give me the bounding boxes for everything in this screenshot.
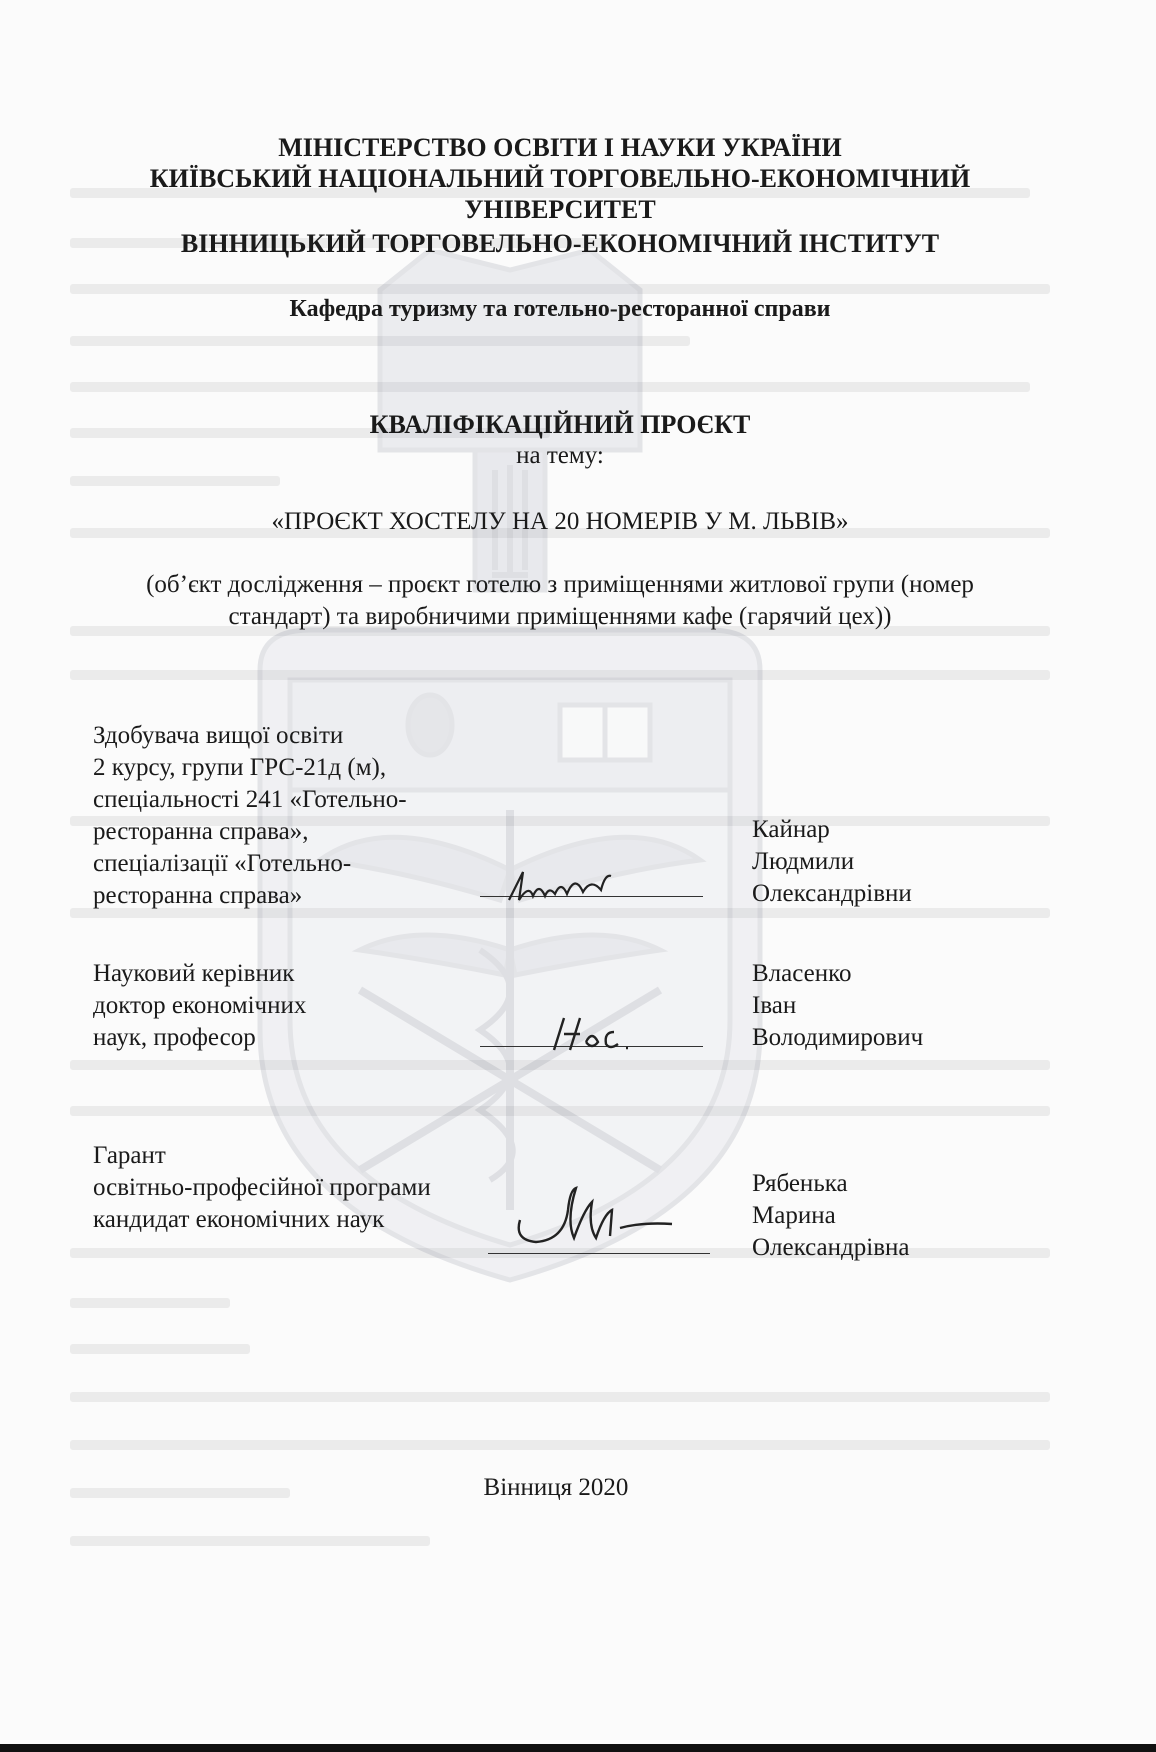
supervisor-role-line: Науковий керівник: [93, 960, 295, 987]
guarantor-name: [752, 1168, 909, 1264]
student-role: [93, 720, 407, 912]
scan-bottom-edge: [0, 1744, 1156, 1752]
bleed-through-line: [70, 1344, 250, 1354]
student-role-line: спеціальності 241 «Готельно-: [93, 786, 407, 813]
guarantor-signature-line: [488, 1253, 710, 1254]
guarantor-role-line: кандидат економічних наук: [93, 1206, 385, 1233]
department-name: Кафедра туризму та готельно-ресторанної справи: [289, 296, 831, 322]
university-title-cont: УНІВЕРСИТЕТ: [464, 195, 656, 224]
bleed-through-line: [70, 1298, 230, 1308]
supervisor-name: [752, 958, 923, 1054]
student-name-line: Людмили: [752, 848, 855, 875]
ministry-title: МІНІСТЕРСТВО ОСВІТИ І НАУКИ УКРАЇНИ: [278, 133, 842, 162]
bleed-through-line: [70, 1440, 1050, 1450]
guarantor-signature: [512, 1180, 682, 1252]
guarantor-name-line: Олександрівна: [752, 1234, 910, 1261]
supervisor-name-line: Іван: [752, 992, 797, 1019]
guarantor-name-line: Рябенька: [752, 1170, 848, 1197]
student-role-line: ресторанна справа»,: [93, 818, 309, 845]
research-object-line-2: стандарт) та виробничими приміщеннями кафе (гарячий цех)): [228, 603, 892, 630]
topic-label: на тему:: [516, 442, 604, 469]
city-year: Вінниця 2020: [483, 1474, 629, 1501]
supervisor-role-line: наук, професор: [93, 1024, 256, 1051]
student-role-line: ресторанна справа»: [93, 882, 303, 909]
research-object-line-1: (об’єкт дослідження – проєкт готелю з приміщеннями житлової групи (номер: [146, 571, 974, 598]
supervisor-role: [93, 958, 306, 1054]
supervisor-name-line: Власенко: [752, 960, 852, 987]
supervisor-signature: [548, 1012, 638, 1054]
student-role-line: 2 курсу, групи ГРС-21д (м),: [93, 754, 387, 781]
bleed-through-line: [70, 1536, 430, 1546]
university-title: КИЇВСЬКИЙ НАЦІОНАЛЬНИЙ ТОРГОВЕЛЬНО-ЕКОНОМІЧНИЙ: [149, 164, 971, 193]
project-topic: «ПРОЄКТ ХОСТЕЛУ НА 20 НОМЕРІВ У М. ЛЬВІВ»: [271, 508, 849, 535]
guarantor-role-line: освітньо-професійної програми: [93, 1174, 431, 1201]
student-signature: [505, 866, 615, 906]
student-name: [752, 814, 912, 910]
institute-title: ВІННИЦЬКИЙ ТОРГОВЕЛЬНО-ЕКОНОМІЧНИЙ ІНСТИТУТ: [180, 229, 940, 258]
student-name-line: Кайнар: [752, 816, 830, 843]
supervisor-role-line: доктор економічних: [93, 992, 307, 1019]
student-role-line: спеціалізації «Готельно-: [93, 850, 352, 877]
guarantor-role-line: Гарант: [93, 1142, 166, 1169]
student-name-line: Олександрівни: [752, 880, 912, 907]
bleed-through-line: [70, 1392, 1050, 1402]
guarantor-role: [93, 1140, 431, 1236]
document-type-title: КВАЛІФІКАЦІЙНИЙ ПРОЄКТ: [369, 410, 751, 439]
supervisor-name-line: Володимирович: [752, 1024, 924, 1051]
guarantor-name-line: Марина: [752, 1202, 836, 1229]
student-role-line: Здобувача вищої освіти: [93, 722, 344, 749]
